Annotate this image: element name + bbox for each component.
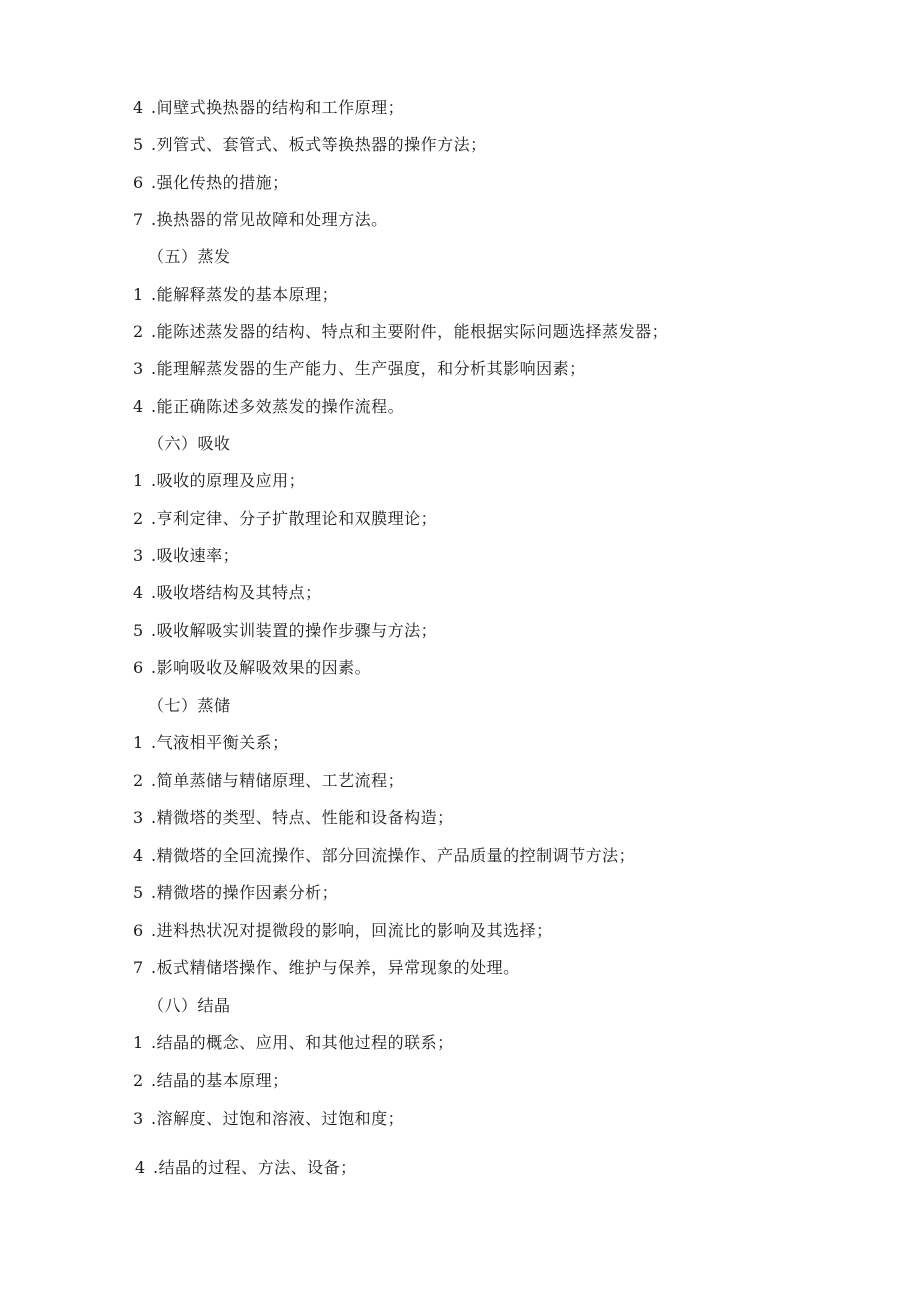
item-number: 1 xyxy=(133,285,144,304)
list-item xyxy=(133,657,371,679)
item-text: .溶解度、过饱和溶液、过饱和度； xyxy=(151,1109,405,1128)
list-item xyxy=(133,1032,454,1054)
item-number: 5 xyxy=(133,621,144,640)
item-number: 4 xyxy=(133,98,144,117)
item-number: 5 xyxy=(133,135,144,154)
list-item xyxy=(133,1070,289,1092)
item-text: .进料热状况对提微段的影响，回流比的影响及其选择； xyxy=(151,921,553,940)
list-item xyxy=(133,470,305,492)
list-item xyxy=(133,321,668,343)
item-text: .能理解蒸发器的生产能力、生产强度，和分析其影响因素； xyxy=(151,359,586,378)
item-number: 6 xyxy=(133,658,144,677)
list-item xyxy=(133,882,338,904)
item-text: .能正确陈述多效蒸发的操作流程。 xyxy=(151,397,405,416)
item-number: 2 xyxy=(133,322,144,341)
list-item xyxy=(133,582,322,604)
list-item xyxy=(133,284,338,306)
item-text: .吸收的原理及应用； xyxy=(151,471,306,490)
section-heading xyxy=(148,246,231,268)
item-number: 3 xyxy=(133,1109,144,1128)
item-text: .结晶的过程、方法、设备； xyxy=(153,1158,357,1177)
item-number: 3 xyxy=(133,808,144,827)
item-text: .精微塔的类型、特点、性能和设备构造； xyxy=(151,808,454,827)
item-number: 7 xyxy=(133,958,144,977)
item-number: 5 xyxy=(133,883,144,902)
item-text: .精微塔的全回流操作、部分回流操作、产品质量的控制调节方法； xyxy=(151,846,636,865)
item-text: .气液相平衡关系； xyxy=(151,733,289,752)
list-item xyxy=(133,770,404,792)
list-item xyxy=(133,920,553,942)
item-number: 6 xyxy=(133,921,144,940)
list-item xyxy=(133,358,586,380)
list-item xyxy=(133,209,388,231)
item-text: .精微塔的操作因素分析； xyxy=(151,883,339,902)
heading-text: （七）蒸储 xyxy=(148,696,231,715)
list-item xyxy=(133,620,437,642)
item-text: .结晶的概念、应用、和其他过程的联系； xyxy=(151,1033,454,1052)
item-text: .亨利定律、分子扩散理论和双膜理论； xyxy=(151,509,438,528)
list-item xyxy=(133,134,487,156)
heading-text: （五）蒸发 xyxy=(148,247,231,266)
item-number: 2 xyxy=(133,509,144,528)
list-item xyxy=(133,172,289,194)
item-text: .强化传热的措施； xyxy=(151,173,289,192)
item-number: 6 xyxy=(133,173,144,192)
list-item xyxy=(133,396,404,418)
section-heading xyxy=(148,433,231,455)
list-item xyxy=(133,545,239,567)
section-heading xyxy=(148,695,231,717)
list-item xyxy=(133,732,289,754)
list-item xyxy=(133,97,404,119)
item-number: 3 xyxy=(133,546,144,565)
item-text: .吸收解吸实训装置的操作步骤与方法； xyxy=(151,621,438,640)
list-item xyxy=(135,1157,357,1179)
item-text: .列管式、套管式、板式等换热器的操作方法； xyxy=(151,135,487,154)
item-number: 4 xyxy=(133,846,144,865)
item-number: 4 xyxy=(133,583,144,602)
item-number: 1 xyxy=(133,471,144,490)
list-item xyxy=(133,1108,404,1130)
item-text: .间壁式换热器的结构和工作原理； xyxy=(151,98,405,117)
item-number: 2 xyxy=(133,1071,144,1090)
item-text: .能解释蒸发的基本原理； xyxy=(151,285,339,304)
item-text: .吸收塔结构及其特点； xyxy=(151,583,322,602)
item-text: .吸收速率； xyxy=(151,546,240,565)
item-text: .影响吸收及解吸效果的因素。 xyxy=(151,658,372,677)
item-number: 3 xyxy=(133,359,144,378)
item-text: .换热器的常见故障和处理方法。 xyxy=(151,210,388,229)
item-number: 4 xyxy=(135,1158,146,1177)
list-item xyxy=(133,508,437,530)
item-text: .板式精储塔操作、维护与保养，异常现象的处理。 xyxy=(151,958,520,977)
heading-text: （六）吸收 xyxy=(148,434,231,453)
item-number: 4 xyxy=(133,397,144,416)
item-number: 7 xyxy=(133,210,144,229)
section-heading xyxy=(148,995,231,1017)
item-number: 1 xyxy=(133,1033,144,1052)
item-text: .简单蒸储与精储原理、工艺流程； xyxy=(151,771,405,790)
list-item xyxy=(133,957,520,979)
list-item xyxy=(133,807,454,829)
item-text: .结晶的基本原理； xyxy=(151,1071,289,1090)
list-item xyxy=(133,845,635,867)
item-number: 1 xyxy=(133,733,144,752)
heading-text: （八）结晶 xyxy=(148,996,231,1015)
item-number: 2 xyxy=(133,771,144,790)
item-text: .能陈述蒸发器的结构、特点和主要附件，能根据实际问题选择蒸发器； xyxy=(151,322,669,341)
